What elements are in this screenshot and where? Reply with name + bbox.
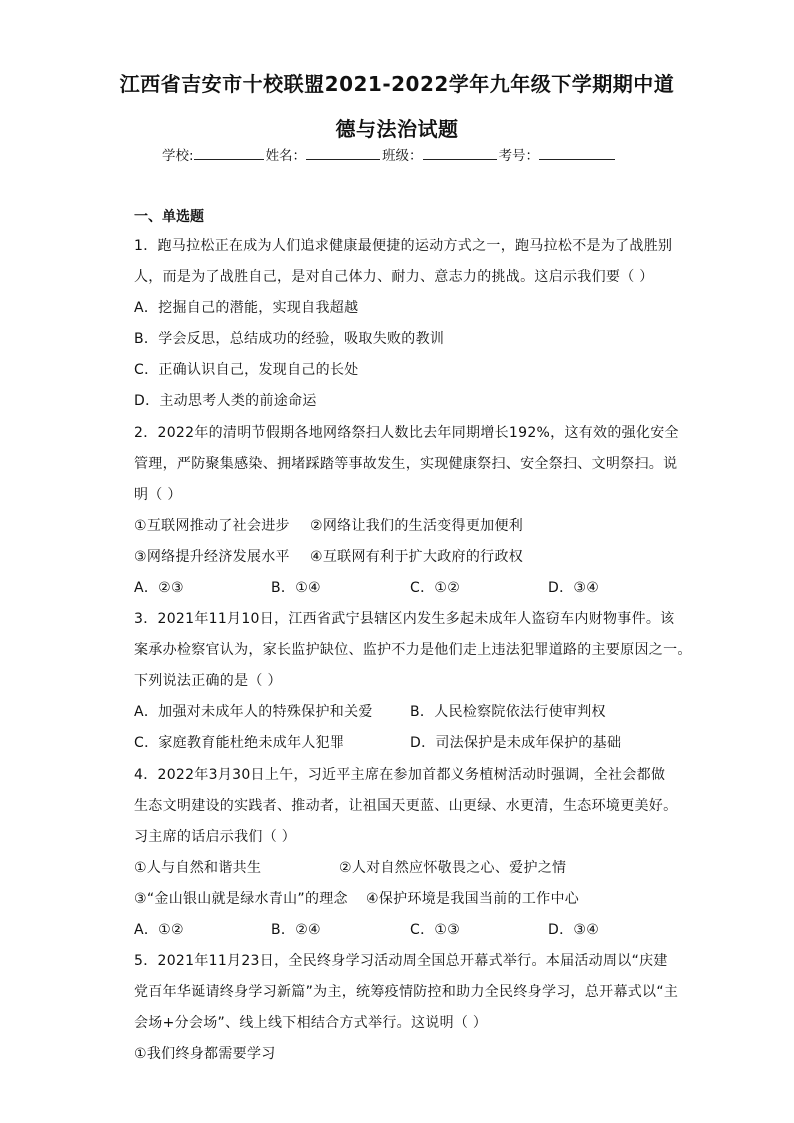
q3-option-b: B．人民检察院依法行使审判权 bbox=[410, 704, 606, 720]
q1-option-c: C．正确认识自己，发现自己的长处 bbox=[134, 362, 359, 378]
q2-option-c: C．①② bbox=[410, 580, 461, 596]
q5-stem-line2: 党百年华诞请终身学习新篇”为主，统筹疫情防控和助力全民终身学习，总开幕式以“主 bbox=[134, 984, 679, 1000]
q2-option-b: B．①④ bbox=[271, 580, 321, 596]
q3-options-row2 bbox=[134, 732, 622, 752]
q2-stem-line3: 明（ ） bbox=[134, 487, 182, 503]
q2-statements-row2 bbox=[134, 546, 524, 566]
page-title-line1: 江西省吉安市十校联盟2021-2022学年九年级下学期期中道 bbox=[119, 72, 675, 96]
q3-stem-line3: 下列说法正确的是（ ） bbox=[134, 673, 282, 689]
name-blank bbox=[306, 145, 380, 160]
class-label: 班级： bbox=[382, 148, 423, 164]
name-label: 姓名： bbox=[265, 148, 307, 164]
q4-statement-3: ③“金山银山就是绿水青山”的理念 bbox=[134, 891, 348, 907]
number-label: 考号： bbox=[498, 148, 540, 164]
student-info-row bbox=[162, 144, 617, 164]
q2-stem-line2: 管理，严防聚集感染、拥堵踩踏等事故发生，实现健康祭扫、安全祭扫、文明祭扫。说 bbox=[134, 456, 678, 472]
q2-option-d: D．③④ bbox=[548, 580, 600, 596]
q4-statement-1: ①人与自然和谐共生 bbox=[134, 860, 262, 876]
q4-stem-line1: 4．2022年3月30日上午，习近平主席在参加首都义务植树活动时强调，全社会都做 bbox=[134, 767, 666, 783]
q5-statement-1: ①我们终身都需要学习 bbox=[134, 1046, 276, 1062]
school-label: 学校: bbox=[162, 148, 194, 164]
q2-statements-row1 bbox=[134, 515, 524, 535]
q4-option-d: D．③④ bbox=[548, 922, 600, 938]
number-blank bbox=[539, 145, 615, 160]
q4-statement-4: ④保护环境是我国当前的工作中心 bbox=[366, 891, 580, 907]
q4-option-c: C．①③ bbox=[410, 922, 461, 938]
q3-option-d: D．司法保护是未成年保护的基础 bbox=[410, 735, 622, 751]
q2-option-a: A．②③ bbox=[134, 580, 184, 596]
q2-options-row bbox=[134, 577, 600, 597]
q1-option-d: D．主动思考人类的前途命运 bbox=[134, 393, 317, 409]
q5-stem-line3: 会场+分会场”、线上线下相结合方式举行。这说明（ ） bbox=[134, 1015, 488, 1031]
q2-statement-4: ④互联网有利于扩大政府的行政权 bbox=[310, 549, 524, 565]
page-title-line2: 德与法治试题 bbox=[335, 117, 459, 141]
q4-stem-line2: 生态文明建设的实践者、推动者，让祖国天更蓝、山更绿、水更清，生态环境更美好。 bbox=[134, 798, 678, 814]
q4-option-a: A．①② bbox=[134, 922, 184, 938]
q3-option-a: A．加强对未成年人的特殊保护和关爱 bbox=[134, 704, 373, 720]
q4-statements-row1 bbox=[134, 857, 567, 877]
section-title: 一、单选题 bbox=[134, 209, 204, 225]
q4-stem-line3: 习主席的话启示我们（ ） bbox=[134, 829, 297, 845]
q1-stem-line1: 1．跑马拉松正在成为人们追求健康最便捷的运动方式之一，跑马拉松不是为了战胜别 bbox=[134, 238, 673, 254]
q1-stem-line2: 人，而是为了战胜自己，是对自己体力、耐力、意志力的挑战。这启示我们要（ ） bbox=[134, 269, 654, 285]
q2-stem-line1: 2．2022年的清明节假期各地网络祭扫人数比去年同期增长192%，这有效的强化安全 bbox=[134, 425, 679, 441]
q1-option-b: B．学会反思，总结成功的经验，吸取失败的教训 bbox=[134, 331, 445, 347]
q4-statement-2: ②人对自然应怀敬畏之心、爱护之情 bbox=[339, 860, 567, 876]
school-blank bbox=[194, 145, 264, 160]
q3-stem-line1: 3．2021年11月10日，江西省武宁县辖区内发生多起未成年人盗窃车内财物事件。该 bbox=[134, 611, 675, 627]
class-blank bbox=[423, 145, 497, 160]
q3-options-row1 bbox=[134, 701, 606, 721]
q5-stem-line1: 5．2021年11月23日，全民终身学习活动周全国总开幕式举行。本届活动周以“庆建 bbox=[134, 953, 668, 969]
q2-statement-1: ①互联网推动了社会进步 bbox=[134, 518, 290, 534]
q1-option-a: A．挖掘自己的潜能，实现自我超越 bbox=[134, 300, 359, 316]
q2-statement-2: ②网络让我们的生活变得更加便利 bbox=[310, 518, 524, 534]
q2-statement-3: ③网络提升经济发展水平 bbox=[134, 549, 290, 565]
q4-options-row bbox=[134, 919, 600, 939]
q4-statements-row2 bbox=[134, 888, 580, 908]
q3-option-c: C．家庭教育能杜绝未成年人犯罪 bbox=[134, 735, 345, 751]
q3-stem-line2: 案承办检察官认为，家长监护缺位、监护不力是他们走上违法犯罪道路的主要原因之一。 bbox=[134, 642, 692, 658]
q4-option-b: B．②④ bbox=[271, 922, 321, 938]
